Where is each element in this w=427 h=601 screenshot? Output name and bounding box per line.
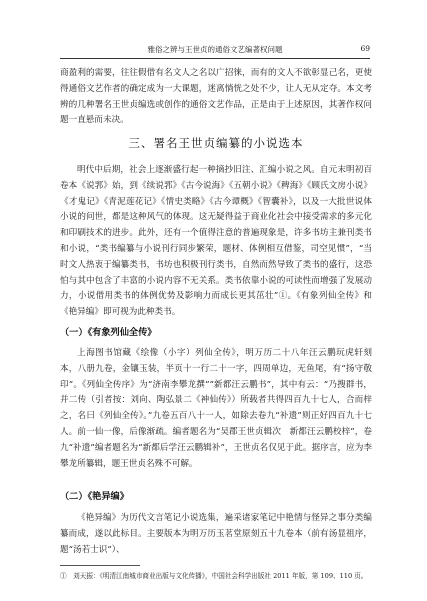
intro-paragraph: 商盈利的需要，往往假借有名文人之名以广招徕，而有的文人不欲彰显己名，更使得通俗文艺作者的确定成为一大课题，迷离惝恍之处不少，让人无从定夺。本文考辨的几种署名王世贞编选或创作的通俗文艺作品，正是由于上述原因，其著作权问题一直悬而未决。 — [60, 68, 372, 126]
section-paragraph: 明代中后期，社会上逐渐盛行起一种摘抄旧注、汇编小说之风。自元末明初百卷本《说郛》始，到《续说郛》《古今说海》《五朝小说》《稗海》《顾氏文房小说》《才鬼记》《青泥莲花记》《情史类略》《古今谭概》《智囊补》，以及一大批世说体小说的问世，都是这种风气的体现。这无疑得益于商业化社会中接受需求的多元化和印刷技术的进步。此外，还有一个值得注意的普遍现象是，许多书坊主兼刊类书和小说，“类书编纂与小说刊行同步繁荣，题材、体例相互借鉴，司空见惯”，“当时文人热衷于编纂类书，书坊也积极刊行类书，自然而然导致了类书的盛行，这恐怕与其中包含了丰富的小说内容不无关系。类书依靠小说的可读性而增强了发展动力，小说借用类书的体例优势及影响力而成长更其茁壮”①。《有象列仙全传》和《艳异编》即可视为此种类书。 — [60, 165, 372, 318]
header-divider — [60, 58, 370, 59]
section-title: 三、署名王世贞编纂的小说选本 — [128, 136, 304, 150]
running-title: 雅俗之辨与王世贞的通俗文艺编著权问题 — [147, 45, 283, 54]
running-header — [60, 44, 370, 58]
page-number: 69 — [360, 44, 370, 53]
subsection-heading-1: （一）《有象列仙全传》 — [60, 327, 157, 338]
intro-block — [60, 66, 372, 129]
subsection-2-body — [60, 511, 372, 558]
subsection-1-paragraph: 上海图书馆藏《绘像（小字）列仙全传》，明万历二十八年汪云鹏玩虎轩刻本，八册九卷，金镶玉装，半页十一行二十一字，四周单边，无鱼尾，有“扬守敬印”。《列仙全传序》为“济南李攀龙撰”“新都汪云鹏书”，其中有云：“乃搜群书，并二传（引者按：刘向、陶弘景二《神仙传》）所载者共得四百九十七人，合而梓之，名曰《列仙全传》。”九卷五百八十一人，如除去卷九“补遗”则正好四百九十七人。前一仙一像，后像渐疏。编者题名为“吴郡王世贞辑次 新都汪云鹏校梓”，卷九“补遗”编者题名为“新都后学汪云鹏辑补”，王世贞名仅见于此。据序言，应为李攀龙所纂辑，题王世贞名殊不可解。 — [60, 348, 372, 469]
subsection-1-body — [60, 346, 372, 472]
footnote: ① 刘天振：《明清江南城市商业出版与文化传播》，中国社会科学出版社 2011 年版，第 109、110 页。 — [60, 572, 368, 580]
subsection-heading-2: （二）《艳异编》 — [60, 491, 129, 502]
section-body — [60, 163, 372, 321]
footnote-divider — [60, 565, 140, 566]
subsection-2-paragraph: 《艳异编》为历代文言笔记小说选集，遍采诸家笔记中艳情与怪异之事分类编纂而成，遂以此标目。主要版本为明万历玉茗堂原刻五十九卷本（前有汤显祖序，题“汤若士识”）、 — [60, 513, 372, 555]
